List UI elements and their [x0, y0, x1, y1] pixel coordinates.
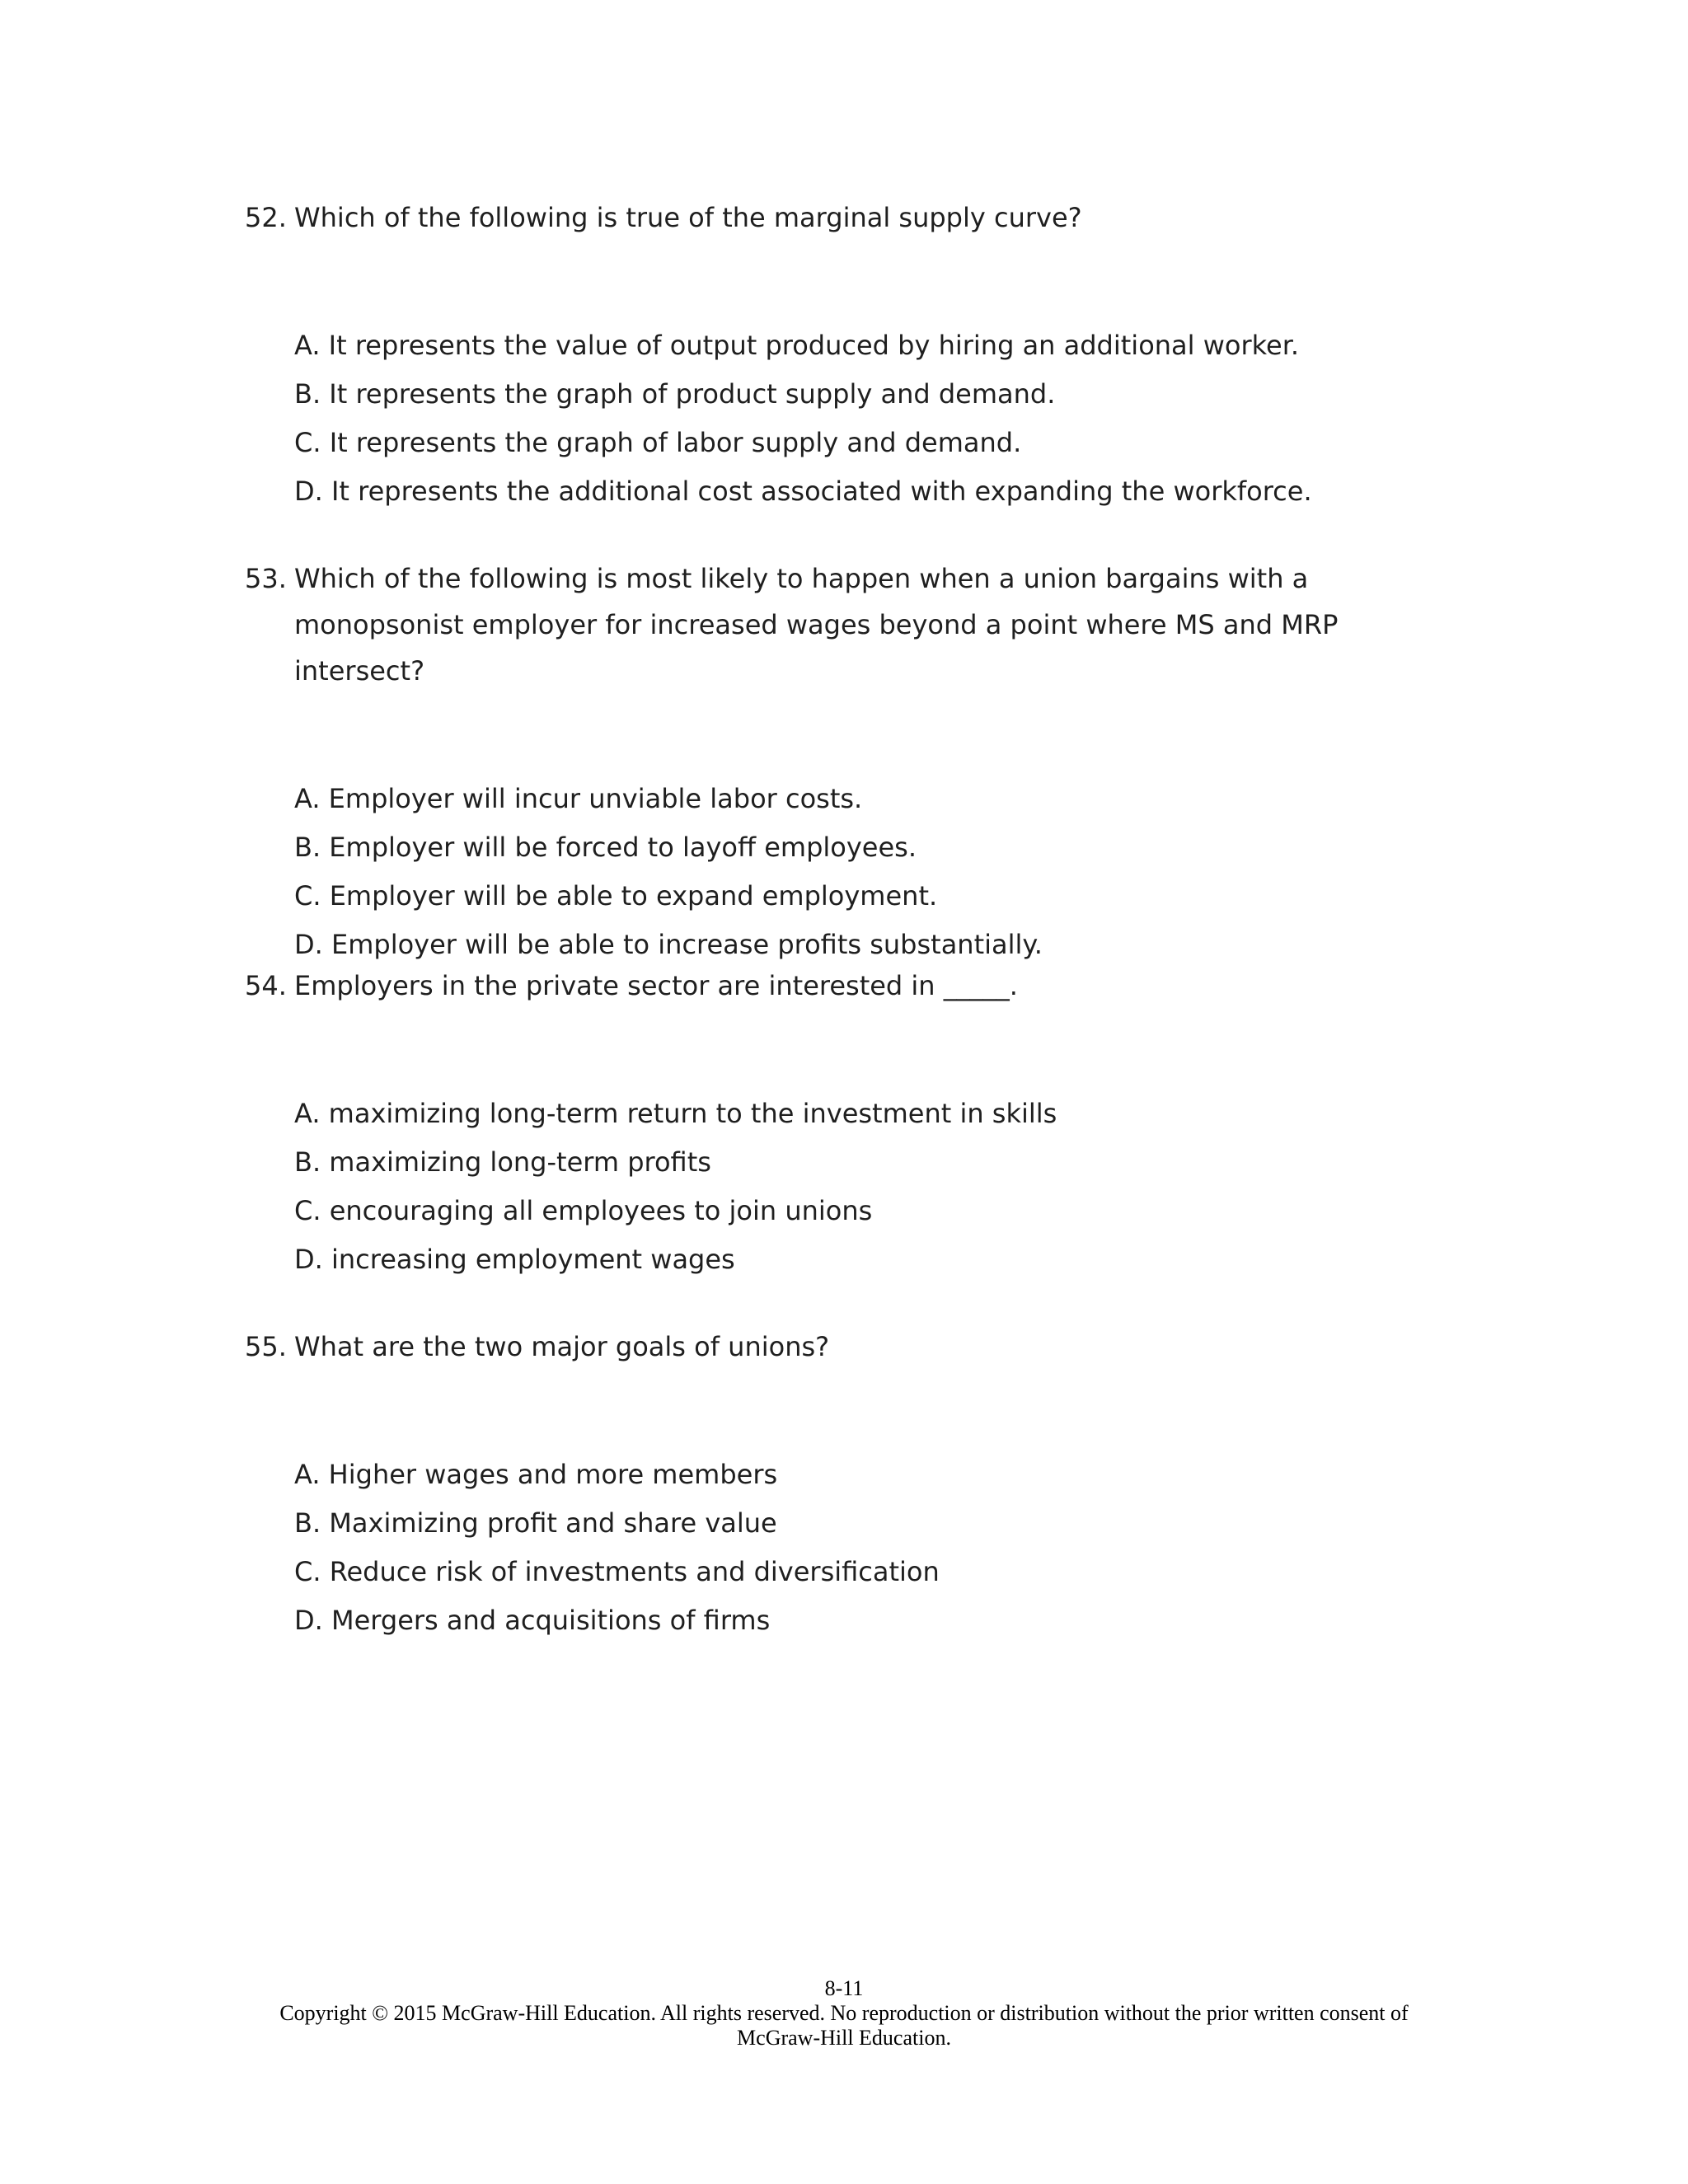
page-footer [0, 1976, 1688, 2050]
question-52 [245, 194, 1465, 516]
question-number: 52. [245, 202, 287, 233]
page-number: 8-11 [824, 1976, 864, 2000]
option-a: A. Employer will incur unviable labor costs. [294, 783, 863, 814]
option-c: C. Reduce risk of investments and diversification [294, 1556, 940, 1587]
question-stem [245, 1324, 1465, 1370]
question-text: Which of the following is most likely to happen when a union bargains with a monopsonist employer for increased wages beyond a point where MS and MRP intersect? [294, 563, 1339, 687]
question-text: Which of the following is true of the marginal supply curve? [294, 202, 1082, 233]
question-number: 54. [245, 970, 287, 1001]
question-number: 55. [245, 1331, 287, 1362]
question-54 [245, 963, 1465, 1284]
option-a: A. Higher wages and more members [294, 1459, 778, 1490]
question-stem [245, 194, 1465, 241]
question-text: What are the two major goals of unions? [294, 1331, 830, 1362]
copyright-line-1: Copyright © 2015 McGraw-Hill Education. All rights reserved. No reproduction or distribution without the prior written consent of [279, 2001, 1409, 2025]
answer-options [245, 775, 1465, 969]
copyright-line-2: McGraw-Hill Education. [737, 2026, 951, 2050]
option-b: B. It represents the graph of product supply and demand. [294, 378, 1056, 410]
answer-options [245, 1090, 1465, 1284]
question-stem [245, 555, 1465, 694]
option-d: D. Mergers and acquisitions of firms [294, 1605, 771, 1636]
option-d: D. Employer will be able to increase profits substantially. [294, 929, 1043, 960]
question-55 [245, 1324, 1465, 1645]
option-c: C. encouraging all employees to join unions [294, 1195, 873, 1226]
question-text: Employers in the private sector are interested in _____. [294, 970, 1018, 1001]
option-a: A. It represents the value of output produced by hiring an additional worker. [294, 330, 1300, 361]
option-b: B. maximizing long-term profits [294, 1146, 711, 1178]
option-a: A. maximizing long-term return to the investment in skills [294, 1098, 1057, 1129]
option-b: B. Employer will be forced to layoff employees. [294, 832, 917, 863]
option-c: C. It represents the graph of labor supply and demand. [294, 427, 1022, 458]
question-number: 53. [245, 563, 287, 594]
option-c: C. Employer will be able to expand employment. [294, 880, 938, 912]
option-d: D. increasing employment wages [294, 1244, 735, 1275]
option-d: D. It represents the additional cost associated with expanding the workforce. [294, 476, 1312, 507]
option-b: B. Maximizing profit and share value [294, 1507, 777, 1539]
question-stem [245, 963, 1465, 1009]
answer-options [245, 321, 1465, 516]
question-53 [245, 555, 1465, 969]
answer-options [245, 1451, 1465, 1645]
